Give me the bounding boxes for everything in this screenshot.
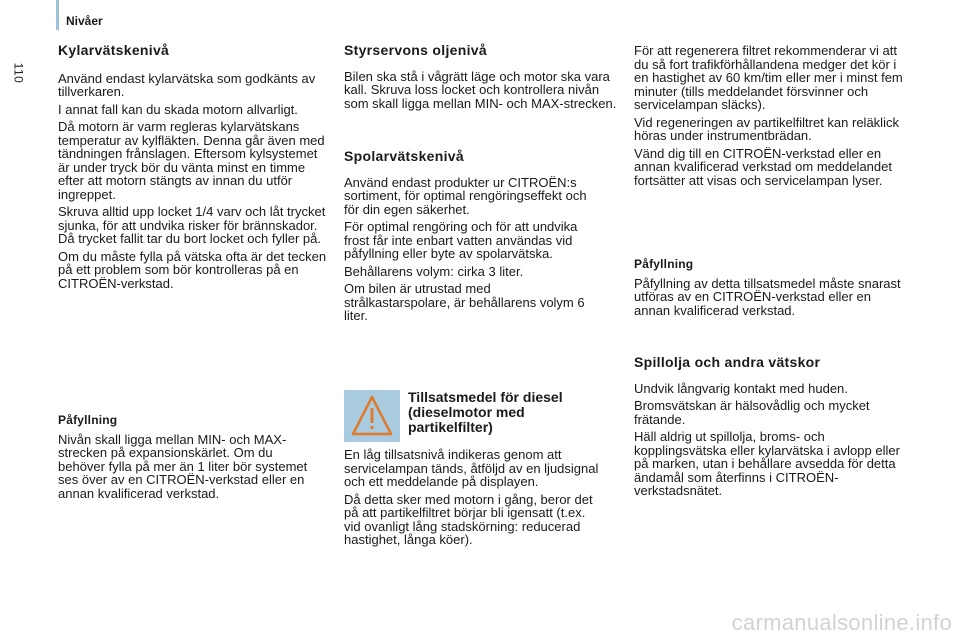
coolant-section (58, 44, 328, 294)
coolant-paragraph: Om du måste fylla på vätska ofta är det tecken på ett problem som bör kontrolleras på en CITROËN-verkstad. (58, 248, 327, 291)
waste-heading: Spillolja och andra vätskor (634, 354, 821, 370)
warning-triangle-icon (344, 390, 400, 442)
waste-section (634, 356, 906, 502)
coolant-paragraph: I annat fall kan du skada motorn allvarligt. (58, 101, 298, 117)
washer-paragraph: Behållarens volym: cirka 3 liter. (344, 263, 524, 279)
coolant-refill-heading: Påfyllning (58, 413, 118, 427)
washer-paragraph: För optimal rengöring och för att undvika frost får inte enbart vatten användas vid påfyllning eller byte av spolarvätska. (344, 219, 578, 261)
additive-heading: Tillsatsmedel för diesel (dieselmotor med partikelfilter) (408, 389, 563, 435)
washer-paragraph: Om bilen är utrustad med strålkastarspolare, är behållarens volym 6 liter. (344, 281, 585, 323)
coolant-paragraph: Skruva alltid upp locket 1/4 varv och låt trycket sjunka, för att undvika risker för brännskador. Då trycket fallit tar du bort locket och fyller på. (58, 204, 326, 246)
regen-paragraph: För att regenerera filtret rekommenderar vi att du så fort trafikförhållandena medger det kör i en hastighet av 60 km/tim eller mer i minst fem minuter (tills meddelandet försvinner och servicelampan släcks). (634, 43, 903, 112)
section-title: Nivåer (66, 14, 103, 28)
washer-heading: Spolarvätskenivå (344, 148, 464, 164)
additive-refill-section (634, 258, 906, 321)
steering-text: Bilen ska stå i vågrätt läge och motor ska vara kall. Skruva loss locket och kontrollera nivån som skall ligga mellan MIN- och MAX-strecken. (344, 68, 617, 111)
waste-paragraph: Häll aldrig ut spillolja, broms- och kopplingsvätska eller kylarvätska i avlopp eller på marken, utan i behållare avsedda för detta ändamål som återfinns i CITROËN-verkstadsnätet. (634, 429, 900, 498)
additive-refill-heading: Påfyllning (634, 257, 694, 271)
coolant-paragraph: Då motorn är varm regleras kylarvätskans temperatur av kylfläkten. Denna går även med tändningen frånslagen. Eftersom kylsystemet är under tryck bör du vänta minst en timme efter att motorn stängts av innan du utför ingreppet. (58, 119, 325, 202)
warning-icon-box (344, 390, 400, 442)
additive-paragraph: En låg tillsatsnivå indikeras genom att servicelampan tänds, åtföljd av en ljudsignal och ett meddelande på displayen. (344, 447, 599, 489)
regen-section (634, 44, 906, 191)
steering-section (344, 44, 619, 114)
coolant-refill-section (58, 414, 308, 504)
coolant-heading: Kylarvätskenivå (58, 42, 170, 58)
regen-paragraph: Vänd dig till en CITROËN-verkstad eller en annan kvalificerad verkstad om meddelandet fortsätter att visas och servicelampan lyser. (634, 145, 892, 188)
section-accent-bar (56, 0, 59, 30)
steering-heading: Styrservons oljenivå (344, 42, 487, 58)
regen-paragraph: Vid regeneringen av partikelfiltret kan reläklick höras under instrumentbrädan. (634, 114, 899, 143)
additive-refill-text: Påfyllning av detta tillsatsmedel måste snarast utföras av en CITROËN-verkstad eller en annan kvalificerad verkstad. (634, 275, 901, 318)
page-number: 110 (11, 62, 26, 84)
washer-paragraph: Använd endast produkter ur CITROËN:s sortiment, för optimal rengöringseffekt och för din egen säkerhet. (344, 174, 587, 217)
additive-paragraph: Då detta sker med motorn i gång, beror det på att partikelfiltret börjar bli igensatt (t.ex. vid ovanligt lång stadskörning: reducerad hastighet, långa köer). (344, 491, 593, 547)
coolant-paragraph: Använd endast kylarvätska som godkänts av tillverkaren. (58, 70, 316, 99)
additive-section (344, 448, 599, 551)
watermark: carmanualsonline.info (731, 610, 952, 635)
coolant-refill-text: Nivån skall ligga mellan MIN- och MAX-strecken på expansionskärlet. Om du behöver fylla på mer än 1 liter bör systemet ses över av en CITROËN-verkstad eller en annan kvalificerad verkstad. (58, 431, 308, 501)
waste-paragraph: Bromsvätskan är hälsovådlig och mycket frätande. (634, 398, 870, 427)
waste-paragraph: Undvik långvarig kontakt med huden. (634, 380, 848, 396)
washer-section (344, 150, 599, 327)
